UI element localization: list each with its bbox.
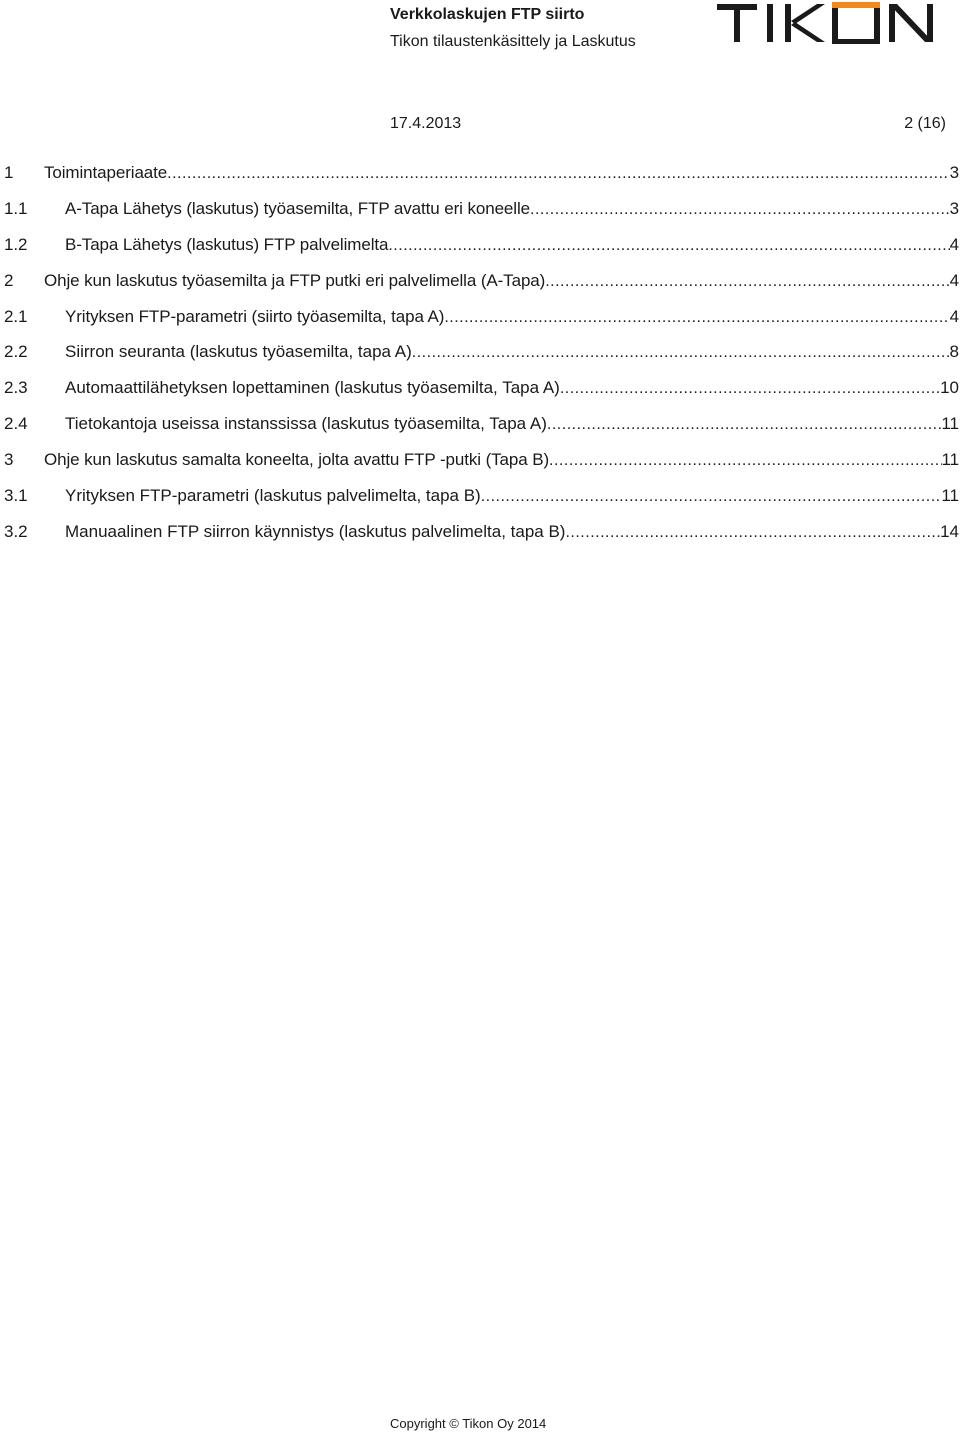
tikon-logo <box>717 2 939 44</box>
document-subtitle: Tikon tilaustenkäsittely ja Laskutus <box>390 33 636 50</box>
toc-entry-title: Siirron seuranta (laskutus työasemilta, tapa A) <box>65 342 412 362</box>
document-date: 17.4.2013 <box>390 115 462 132</box>
toc-entry-number: 2 <box>4 270 14 290</box>
toc-entry-number: 3 <box>4 450 14 470</box>
toc-dot-leader <box>530 197 950 222</box>
toc-entry[interactable] <box>4 448 959 484</box>
toc-entry[interactable] <box>4 233 959 269</box>
toc-entry[interactable] <box>4 161 959 197</box>
toc-entry[interactable] <box>4 197 959 233</box>
toc-dot-leader <box>388 233 949 258</box>
toc-entry-page: 11 <box>941 486 959 506</box>
toc-entry[interactable] <box>4 484 959 520</box>
toc-dot-leader <box>481 484 942 509</box>
page-number: 2 (16) <box>904 115 946 132</box>
toc-dot-leader <box>560 376 940 401</box>
toc-dot-leader <box>565 520 940 545</box>
toc-entry-page: 4 <box>949 306 959 326</box>
toc-entry[interactable] <box>4 305 959 341</box>
toc-entry-title: Ohje kun laskutus työasemilta ja FTP putki eri palvelimella (A-Tapa) <box>44 270 546 290</box>
document-title: Verkkolaskujen FTP siirto <box>390 6 585 23</box>
toc-entry[interactable] <box>4 376 959 412</box>
toc-entry-number: 1 <box>4 163 14 182</box>
toc-entry[interactable] <box>4 269 959 305</box>
toc-entry-page: 11 <box>941 414 959 434</box>
toc-entry-title: Manuaalinen FTP siirron käynnistys (laskutus palvelimelta, tapa B) <box>65 521 566 541</box>
toc-entry-title: Ohje kun laskutus samalta koneelta, jolta avattu FTP -putki (Tapa B) <box>44 450 550 470</box>
toc-entry-page: 4 <box>949 234 959 254</box>
toc-dot-leader <box>547 412 941 437</box>
toc-dot-leader <box>545 269 949 294</box>
toc-entry-page: 14 <box>940 521 959 541</box>
copyright-footer: Copyright © Tikon Oy 2014 <box>390 1416 547 1431</box>
toc-entry-title: Toimintaperiaate <box>44 163 168 182</box>
toc-entry-title: B-Tapa Lähetys (laskutus) FTP palvelimelta <box>65 234 389 254</box>
toc-entry-page: 4 <box>949 270 959 290</box>
toc-entry[interactable] <box>4 340 959 376</box>
toc-entry-title: Automaattilähetyksen lopettaminen (laskutus työasemilta, Tapa A) <box>65 378 560 398</box>
toc-entry-page: 11 <box>941 450 959 470</box>
toc-entry-title: A-Tapa Lähetys (laskutus) työasemilta, FTP avattu eri koneelle <box>65 198 530 218</box>
toc-entry-number: 2.4 <box>4 414 28 434</box>
toc-entry-title: Yrityksen FTP-parametri (laskutus palvelimelta, tapa B) <box>65 486 481 506</box>
toc-entry-number: 3.2 <box>4 521 28 541</box>
toc-entry-number: 3.1 <box>4 486 28 506</box>
toc-entry-page: 10 <box>940 378 959 398</box>
toc-entry-page: 3 <box>949 163 959 182</box>
toc-dot-leader <box>167 161 950 186</box>
toc-entry-number: 2.2 <box>4 342 28 362</box>
toc-entry-number: 1.2 <box>4 234 28 254</box>
toc-entry-title: Yrityksen FTP-parametri (siirto työasemilta, tapa A) <box>65 306 445 326</box>
toc-entry-number: 1.1 <box>4 198 28 218</box>
toc-entry-page: 8 <box>949 342 959 362</box>
toc-dot-leader <box>549 448 942 473</box>
toc-entry[interactable] <box>4 520 959 556</box>
toc-dot-leader <box>444 305 949 330</box>
toc-entry-title: Tietokantoja useissa instanssissa (laskutus työasemilta, Tapa A) <box>65 414 547 434</box>
toc-entry-page: 3 <box>949 198 959 218</box>
toc-entry-number: 2.3 <box>4 378 28 398</box>
toc-dot-leader <box>412 340 950 365</box>
toc-entry[interactable] <box>4 412 959 448</box>
table-of-contents <box>4 161 959 556</box>
toc-entry-number: 2.1 <box>4 306 28 326</box>
